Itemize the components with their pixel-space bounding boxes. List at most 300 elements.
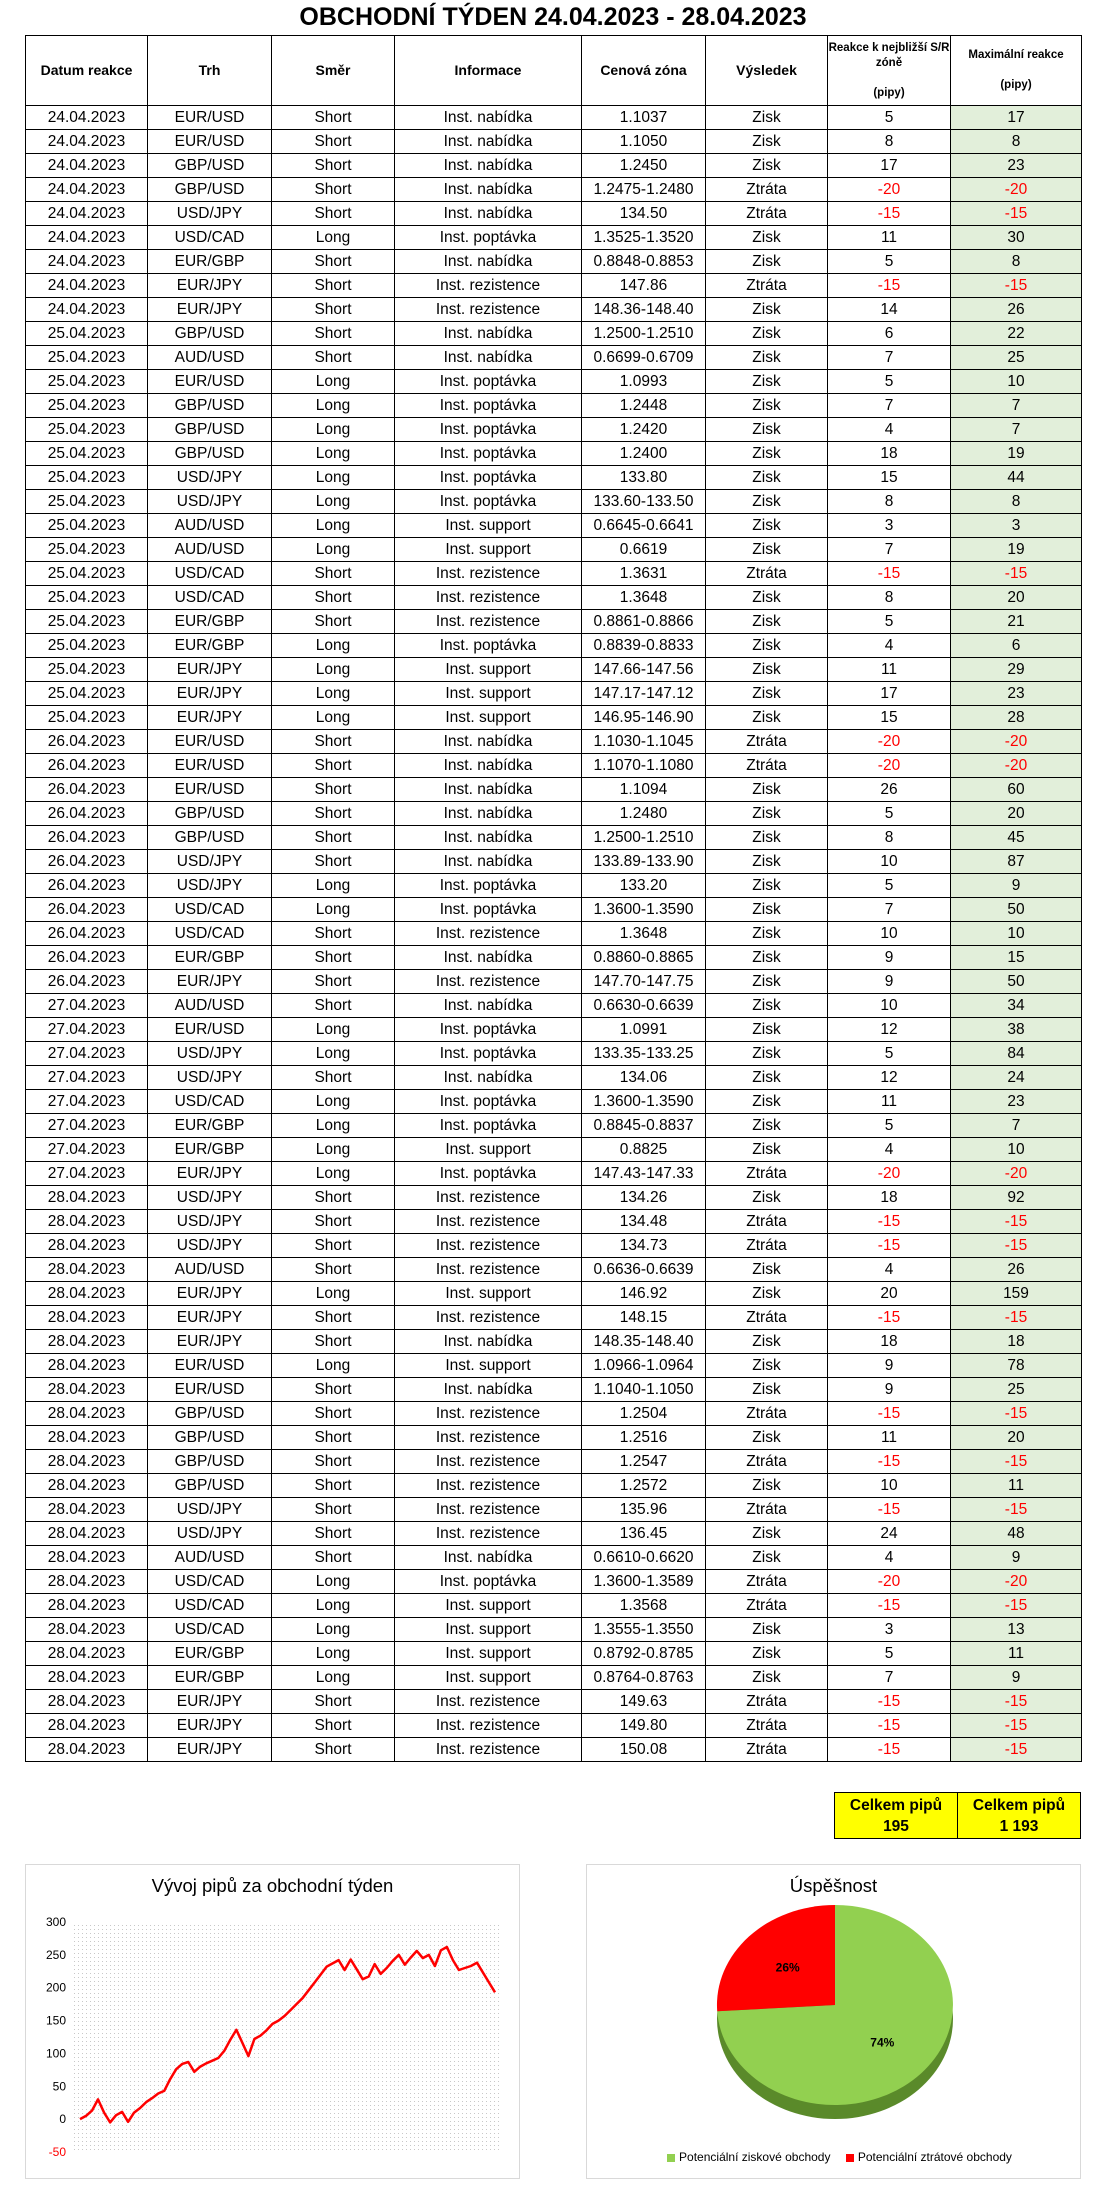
- cell-datum: 27.04.2023: [26, 1066, 148, 1090]
- cell-max: 20: [951, 1426, 1082, 1450]
- cell-max: 20: [951, 586, 1082, 610]
- cell-vysledek: Zisk: [706, 970, 828, 994]
- cell-informace: Inst. nabídka: [395, 1546, 582, 1570]
- cell-datum: 28.04.2023: [26, 1282, 148, 1306]
- cell-max: 78: [951, 1354, 1082, 1378]
- table-row: [26, 106, 1082, 130]
- cell-zona: 148.36-148.40: [582, 298, 706, 322]
- cell-trh: USD/JPY: [148, 874, 272, 898]
- cell-vysledek: Zisk: [706, 1426, 828, 1450]
- cell-informace: Inst. rezistence: [395, 1402, 582, 1426]
- cell-informace: Inst. nabídka: [395, 802, 582, 826]
- cell-smer: Short: [272, 1450, 395, 1474]
- cell-smer: Long: [272, 442, 395, 466]
- cell-max: -15: [951, 1714, 1082, 1738]
- cell-smer: Short: [272, 1210, 395, 1234]
- cell-smer: Short: [272, 610, 395, 634]
- cell-reakce: 6: [828, 322, 951, 346]
- cell-informace: Inst. nabídka: [395, 778, 582, 802]
- cell-smer: Long: [272, 226, 395, 250]
- cell-max: 8: [951, 250, 1082, 274]
- cell-max: -20: [951, 178, 1082, 202]
- legend-win-label: Potenciální ziskové obchody: [679, 2150, 831, 2164]
- cell-vysledek: Ztráta: [706, 1234, 828, 1258]
- cell-informace: Inst. poptávka: [395, 418, 582, 442]
- table-row: [26, 154, 1082, 178]
- cell-datum: 28.04.2023: [26, 1522, 148, 1546]
- table-header-row: [26, 36, 1082, 106]
- cell-trh: USD/CAD: [148, 1594, 272, 1618]
- cell-vysledek: Zisk: [706, 874, 828, 898]
- cell-datum: 25.04.2023: [26, 586, 148, 610]
- cell-trh: EUR/USD: [148, 130, 272, 154]
- cell-zona: 1.2500-1.2510: [582, 322, 706, 346]
- cell-zona: 1.2572: [582, 1474, 706, 1498]
- cell-smer: Short: [272, 1498, 395, 1522]
- cell-informace: Inst. nabídka: [395, 154, 582, 178]
- cell-datum: 25.04.2023: [26, 394, 148, 418]
- cell-vysledek: Zisk: [706, 634, 828, 658]
- cell-smer: Short: [272, 826, 395, 850]
- table-row: [26, 850, 1082, 874]
- cell-informace: Inst. rezistence: [395, 586, 582, 610]
- cell-vysledek: Zisk: [706, 1522, 828, 1546]
- cell-max: 23: [951, 154, 1082, 178]
- cell-datum: 28.04.2023: [26, 1546, 148, 1570]
- cell-smer: Short: [272, 946, 395, 970]
- page-title: OBCHODNÍ TÝDEN 24.04.2023 - 28.04.2023: [299, 3, 807, 31]
- table-row: [26, 1570, 1082, 1594]
- cell-trh: EUR/USD: [148, 730, 272, 754]
- cell-zona: 1.3600-1.3590: [582, 898, 706, 922]
- cell-smer: Short: [272, 178, 395, 202]
- cell-vysledek: Zisk: [706, 442, 828, 466]
- total-reakce-value: 195: [883, 1817, 909, 1835]
- cell-trh: EUR/JPY: [148, 298, 272, 322]
- cell-zona: 149.63: [582, 1690, 706, 1714]
- cell-zona: 1.2504: [582, 1402, 706, 1426]
- cell-zona: 1.2420: [582, 418, 706, 442]
- cell-zona: 1.1030-1.1045: [582, 730, 706, 754]
- cell-datum: 27.04.2023: [26, 994, 148, 1018]
- cell-zona: 146.95-146.90: [582, 706, 706, 730]
- cell-max: 19: [951, 538, 1082, 562]
- table-row: [26, 274, 1082, 298]
- table-row: [26, 1186, 1082, 1210]
- table-row: [26, 1018, 1082, 1042]
- cell-vysledek: Zisk: [706, 586, 828, 610]
- table-row: [26, 1498, 1082, 1522]
- cell-trh: EUR/GBP: [148, 1138, 272, 1162]
- cell-trh: USD/JPY: [148, 1042, 272, 1066]
- cell-max: 87: [951, 850, 1082, 874]
- cell-smer: Short: [272, 1066, 395, 1090]
- cell-informace: Inst. poptávka: [395, 1090, 582, 1114]
- total-reakce-cell: [835, 1793, 958, 1839]
- cell-zona: 134.06: [582, 1066, 706, 1090]
- cell-informace: Inst. support: [395, 658, 582, 682]
- cell-smer: Long: [272, 394, 395, 418]
- cell-zona: 1.3600-1.3589: [582, 1570, 706, 1594]
- table-row: [26, 1402, 1082, 1426]
- cell-zona: 1.2400: [582, 442, 706, 466]
- table-row: [26, 202, 1082, 226]
- cell-smer: Short: [272, 1330, 395, 1354]
- cell-vysledek: Zisk: [706, 1114, 828, 1138]
- cell-reakce: -15: [828, 1450, 951, 1474]
- cell-max: -15: [951, 1402, 1082, 1426]
- cell-reakce: -15: [828, 1234, 951, 1258]
- cell-reakce: 8: [828, 490, 951, 514]
- cell-informace: Inst. rezistence: [395, 610, 582, 634]
- table-row: [26, 418, 1082, 442]
- cell-vysledek: Zisk: [706, 850, 828, 874]
- cell-informace: Inst. nabídka: [395, 826, 582, 850]
- cell-reakce: 10: [828, 1474, 951, 1498]
- cell-reakce: 17: [828, 682, 951, 706]
- cell-informace: Inst. support: [395, 1618, 582, 1642]
- cell-datum: 27.04.2023: [26, 1162, 148, 1186]
- cell-reakce: 18: [828, 1330, 951, 1354]
- cell-max: 50: [951, 970, 1082, 994]
- cell-reakce: 17: [828, 154, 951, 178]
- cell-max: -20: [951, 754, 1082, 778]
- cell-trh: EUR/JPY: [148, 1738, 272, 1762]
- cell-max: 7: [951, 394, 1082, 418]
- y-tick-label: 0: [59, 2112, 66, 2127]
- table-row: [26, 970, 1082, 994]
- cell-zona: 133.20: [582, 874, 706, 898]
- cell-trh: USD/JPY: [148, 466, 272, 490]
- cell-reakce: -15: [828, 1498, 951, 1522]
- cell-vysledek: Ztráta: [706, 562, 828, 586]
- table-row: [26, 130, 1082, 154]
- cell-informace: Inst. poptávka: [395, 1114, 582, 1138]
- cell-zona: 1.2475-1.2480: [582, 178, 706, 202]
- cell-smer: Short: [272, 1258, 395, 1282]
- cell-smer: Long: [272, 1666, 395, 1690]
- cell-trh: AUD/USD: [148, 538, 272, 562]
- cell-trh: AUD/USD: [148, 1258, 272, 1282]
- cell-zona: 147.70-147.75: [582, 970, 706, 994]
- pie-label-loss: 26%: [775, 1960, 800, 1975]
- cell-trh: EUR/GBP: [148, 250, 272, 274]
- cell-vysledek: Zisk: [706, 778, 828, 802]
- y-tick-label: -50: [48, 2145, 66, 2159]
- cell-max: 10: [951, 922, 1082, 946]
- cell-informace: Inst. poptávka: [395, 490, 582, 514]
- cell-reakce: 5: [828, 370, 951, 394]
- cell-datum: 28.04.2023: [26, 1714, 148, 1738]
- cell-reakce: -20: [828, 1570, 951, 1594]
- cell-zona: 0.6636-0.6639: [582, 1258, 706, 1282]
- header-max-reakce-label: Maximální reakce: [968, 49, 1064, 61]
- table-row: [26, 1618, 1082, 1642]
- cell-vysledek: Ztráta: [706, 202, 828, 226]
- table-row: [26, 442, 1082, 466]
- cell-datum: 26.04.2023: [26, 826, 148, 850]
- y-tick-label: 50: [52, 2079, 66, 2094]
- cell-max: 22: [951, 322, 1082, 346]
- cell-informace: Inst. poptávka: [395, 1570, 582, 1594]
- cell-trh: EUR/GBP: [148, 610, 272, 634]
- cell-zona: 147.43-147.33: [582, 1162, 706, 1186]
- cell-smer: Long: [272, 1018, 395, 1042]
- cell-reakce: 15: [828, 706, 951, 730]
- cell-vysledek: Ztráta: [706, 1714, 828, 1738]
- table-row: [26, 706, 1082, 730]
- cell-vysledek: Ztráta: [706, 1210, 828, 1234]
- table-row: [26, 658, 1082, 682]
- table-row: [26, 226, 1082, 250]
- cell-vysledek: Zisk: [706, 1546, 828, 1570]
- cell-reakce: 4: [828, 1258, 951, 1282]
- cell-reakce: 5: [828, 802, 951, 826]
- cell-max: 60: [951, 778, 1082, 802]
- cell-vysledek: Zisk: [706, 1042, 828, 1066]
- cell-reakce: 18: [828, 1186, 951, 1210]
- cell-max: 21: [951, 610, 1082, 634]
- table-row: [26, 1210, 1082, 1234]
- cell-reakce: 26: [828, 778, 951, 802]
- cell-datum: 25.04.2023: [26, 538, 148, 562]
- cell-trh: EUR/JPY: [148, 1714, 272, 1738]
- cell-zona: 1.2516: [582, 1426, 706, 1450]
- cell-max: 19: [951, 442, 1082, 466]
- cell-smer: Short: [272, 274, 395, 298]
- cell-zona: 148.35-148.40: [582, 1330, 706, 1354]
- cell-vysledek: Zisk: [706, 1282, 828, 1306]
- cell-zona: 0.6630-0.6639: [582, 994, 706, 1018]
- cell-smer: Short: [272, 250, 395, 274]
- pie-legend: [587, 2150, 1080, 2164]
- table-row: [26, 922, 1082, 946]
- cell-trh: GBP/USD: [148, 826, 272, 850]
- table-row: [26, 610, 1082, 634]
- cell-datum: 26.04.2023: [26, 730, 148, 754]
- table-row: [26, 778, 1082, 802]
- cell-vysledek: Zisk: [706, 322, 828, 346]
- table-row: [26, 1546, 1082, 1570]
- cell-datum: 28.04.2023: [26, 1306, 148, 1330]
- cell-datum: 28.04.2023: [26, 1666, 148, 1690]
- table-row: [26, 802, 1082, 826]
- cell-reakce: -20: [828, 730, 951, 754]
- cell-trh: EUR/JPY: [148, 1690, 272, 1714]
- cell-reakce: -15: [828, 1714, 951, 1738]
- cell-reakce: 5: [828, 1642, 951, 1666]
- cell-datum: 25.04.2023: [26, 346, 148, 370]
- cell-trh: EUR/USD: [148, 1018, 272, 1042]
- cell-vysledek: Zisk: [706, 994, 828, 1018]
- cell-informace: Inst. rezistence: [395, 562, 582, 586]
- cell-zona: 147.17-147.12: [582, 682, 706, 706]
- header-reakce-sr-label: Reakce k nejbližší S/R zóně: [828, 41, 950, 69]
- cell-datum: 27.04.2023: [26, 1042, 148, 1066]
- cell-zona: 1.3631: [582, 562, 706, 586]
- cell-informace: Inst. support: [395, 1282, 582, 1306]
- cell-trh: EUR/JPY: [148, 274, 272, 298]
- cell-smer: Short: [272, 778, 395, 802]
- cell-zona: 1.3555-1.3550: [582, 1618, 706, 1642]
- table-row: [26, 346, 1082, 370]
- cell-smer: Long: [272, 706, 395, 730]
- cell-trh: GBP/USD: [148, 154, 272, 178]
- cell-zona: 1.1040-1.1050: [582, 1378, 706, 1402]
- cell-reakce: 4: [828, 1546, 951, 1570]
- cell-smer: Short: [272, 1378, 395, 1402]
- cell-reakce: 7: [828, 1666, 951, 1690]
- cell-zona: 133.60-133.50: [582, 490, 706, 514]
- cell-datum: 26.04.2023: [26, 970, 148, 994]
- cell-max: 50: [951, 898, 1082, 922]
- table-row: [26, 1738, 1082, 1762]
- cell-trh: AUD/USD: [148, 514, 272, 538]
- cell-max: -15: [951, 1450, 1082, 1474]
- pie-slice-loss: [717, 1905, 835, 2011]
- cell-reakce: 12: [828, 1018, 951, 1042]
- cell-trh: USD/JPY: [148, 490, 272, 514]
- cell-zona: 150.08: [582, 1738, 706, 1762]
- cell-max: 17: [951, 106, 1082, 130]
- cell-smer: Long: [272, 1282, 395, 1306]
- cell-informace: Inst. rezistence: [395, 1474, 582, 1498]
- cell-trh: USD/CAD: [148, 898, 272, 922]
- cell-zona: 0.8860-0.8865: [582, 946, 706, 970]
- cell-zona: 136.45: [582, 1522, 706, 1546]
- cell-datum: 24.04.2023: [26, 106, 148, 130]
- table-row: [26, 730, 1082, 754]
- cell-reakce: 5: [828, 610, 951, 634]
- table-row: [26, 1474, 1082, 1498]
- cell-reakce: 4: [828, 634, 951, 658]
- cell-informace: Inst. support: [395, 706, 582, 730]
- cell-vysledek: Zisk: [706, 706, 828, 730]
- y-tick-label: 200: [45, 1980, 66, 1995]
- cell-smer: Long: [272, 538, 395, 562]
- cell-smer: Short: [272, 154, 395, 178]
- cell-informace: Inst. support: [395, 1666, 582, 1690]
- cell-max: 18: [951, 1330, 1082, 1354]
- cell-smer: Short: [272, 202, 395, 226]
- cell-smer: Short: [272, 994, 395, 1018]
- cell-zona: 149.80: [582, 1714, 706, 1738]
- cell-informace: Inst. nabídka: [395, 250, 582, 274]
- cell-informace: Inst. support: [395, 538, 582, 562]
- cell-trh: USD/JPY: [148, 1234, 272, 1258]
- cell-datum: 28.04.2023: [26, 1186, 148, 1210]
- cell-datum: 24.04.2023: [26, 154, 148, 178]
- cell-trh: GBP/USD: [148, 178, 272, 202]
- pie-label-win: 74%: [870, 2035, 895, 2050]
- cell-zona: 0.6645-0.6641: [582, 514, 706, 538]
- cell-reakce: 8: [828, 826, 951, 850]
- cell-vysledek: Zisk: [706, 394, 828, 418]
- cell-zona: 147.86: [582, 274, 706, 298]
- cell-trh: USD/CAD: [148, 226, 272, 250]
- cell-reakce: 7: [828, 898, 951, 922]
- cell-vysledek: Ztráta: [706, 1450, 828, 1474]
- cell-zona: 134.26: [582, 1186, 706, 1210]
- cell-vysledek: Zisk: [706, 346, 828, 370]
- cell-informace: Inst. rezistence: [395, 1186, 582, 1210]
- table-row: [26, 1306, 1082, 1330]
- cell-datum: 26.04.2023: [26, 898, 148, 922]
- cell-vysledek: Zisk: [706, 826, 828, 850]
- header-reakce-sr: [828, 36, 951, 106]
- cell-datum: 24.04.2023: [26, 298, 148, 322]
- cell-reakce: 10: [828, 994, 951, 1018]
- cell-max: 10: [951, 1138, 1082, 1162]
- cell-smer: Long: [272, 418, 395, 442]
- cell-smer: Long: [272, 466, 395, 490]
- cell-max: 84: [951, 1042, 1082, 1066]
- table-row: [26, 178, 1082, 202]
- cell-reakce: 24: [828, 1522, 951, 1546]
- header-trh: Trh: [148, 36, 272, 106]
- cell-smer: Short: [272, 562, 395, 586]
- cell-trh: EUR/USD: [148, 1378, 272, 1402]
- cell-trh: GBP/USD: [148, 418, 272, 442]
- cell-smer: Short: [272, 1474, 395, 1498]
- cell-zona: 1.1094: [582, 778, 706, 802]
- header-smer: Směr: [272, 36, 395, 106]
- table-row: [26, 1330, 1082, 1354]
- cell-max: -15: [951, 1690, 1082, 1714]
- cell-trh: EUR/JPY: [148, 1282, 272, 1306]
- cell-datum: 28.04.2023: [26, 1738, 148, 1762]
- cell-reakce: 11: [828, 1090, 951, 1114]
- cell-datum: 26.04.2023: [26, 850, 148, 874]
- cell-zona: 1.1070-1.1080: [582, 754, 706, 778]
- cell-zona: 147.66-147.56: [582, 658, 706, 682]
- cell-max: 44: [951, 466, 1082, 490]
- cell-reakce: 9: [828, 946, 951, 970]
- cell-smer: Short: [272, 1546, 395, 1570]
- cell-zona: 1.0991: [582, 1018, 706, 1042]
- cell-reakce: 8: [828, 130, 951, 154]
- cell-informace: Inst. nabídka: [395, 178, 582, 202]
- cell-datum: 27.04.2023: [26, 1138, 148, 1162]
- cell-max: 7: [951, 418, 1082, 442]
- cell-vysledek: Zisk: [706, 658, 828, 682]
- cell-smer: Short: [272, 1402, 395, 1426]
- cell-datum: 28.04.2023: [26, 1402, 148, 1426]
- table-row: [26, 1258, 1082, 1282]
- y-tick-label: 150: [45, 2013, 66, 2028]
- cell-vysledek: Ztráta: [706, 1402, 828, 1426]
- cell-reakce: -20: [828, 754, 951, 778]
- cell-datum: 28.04.2023: [26, 1594, 148, 1618]
- cell-trh: EUR/USD: [148, 754, 272, 778]
- table-row: [26, 1090, 1082, 1114]
- cell-reakce: 5: [828, 106, 951, 130]
- cell-informace: Inst. rezistence: [395, 1210, 582, 1234]
- cell-trh: EUR/JPY: [148, 1306, 272, 1330]
- cell-datum: 25.04.2023: [26, 370, 148, 394]
- cell-vysledek: Zisk: [706, 418, 828, 442]
- cell-zona: 1.2480: [582, 802, 706, 826]
- table-row: [26, 826, 1082, 850]
- cell-trh: EUR/GBP: [148, 1114, 272, 1138]
- cell-informace: Inst. support: [395, 682, 582, 706]
- table-row: [26, 370, 1082, 394]
- cell-zona: 1.2450: [582, 154, 706, 178]
- cell-max: -15: [951, 274, 1082, 298]
- table-row: [26, 754, 1082, 778]
- cell-vysledek: Zisk: [706, 1474, 828, 1498]
- cell-max: 8: [951, 130, 1082, 154]
